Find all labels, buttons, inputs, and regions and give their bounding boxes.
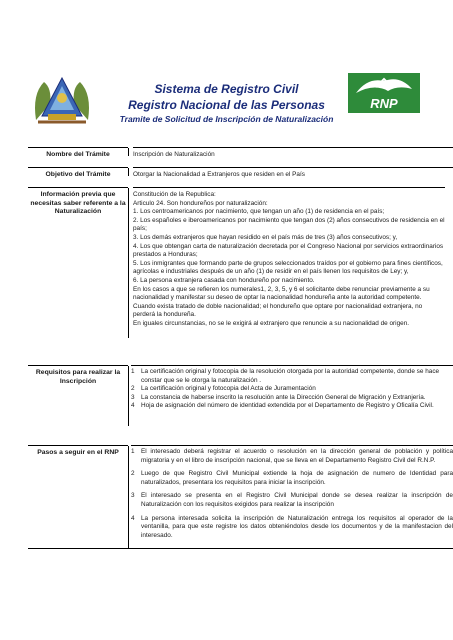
label-informacion-previa: Información previa que necesitas saber referente a la Naturalización — [28, 187, 128, 217]
column-divider — [128, 188, 129, 338]
info-line: 3. Los demás extranjeros que hayan residido en el país más de tres (3) años consecutivos; y, — [133, 233, 398, 241]
paso-item: 4 La persona interesada solicita la inscripción de Naturalización entrega los requisitos al operador de la ventanilla, para que este registre los datos obteniéndolos desde los documentos y de la manifestacion del interesado. — [131, 514, 453, 539]
svg-text:RNP: RNP — [370, 96, 398, 111]
info-line: 5. Los inmigrantes que formando parte de grupos seleccionados traídos por el gobierno para fines científicos, agrícolas e industriales después de un año (1) de residir en el país llenen los requisitos de Ley; y, — [133, 259, 443, 276]
title-line-2: Registro Nacional de las Personas — [128, 98, 325, 112]
label-requisitos: Requisitos para realizar la Inscripción — [28, 365, 128, 386]
value-objetivo-tramite: Otorgar la Nacionalidad a Extranjeros que residen en el País — [133, 167, 453, 180]
value-pasos — [131, 445, 453, 540]
column-divider — [128, 148, 129, 156]
column-divider — [128, 168, 129, 176]
label-objetivo-tramite: Objetivo del Trámite — [28, 167, 128, 180]
requisito-item: 3 La constancia de haberse inscrito la resolución ante la Dirección General de Migración y Extranjería. — [131, 393, 426, 401]
info-line: 6. La persona extranjera casada con hondureño por nacimiento. — [133, 276, 315, 284]
title-line-1: Sistema de Registro Civil — [154, 82, 299, 96]
paso-item: 2 Luego de que Registro Civil Municipal extiende la hoja de asignación de numero de Identidad para naturalizados, presentara los requisitos para iniciar la inscripción. — [131, 470, 453, 486]
paso-item: 3 El interesado se presenta en el Registro Civil Municipal donde se desea realizar la inscripción de Naturalización con los requisitos exigidos para realizar la inscripción — [131, 492, 453, 508]
requisito-item: 1 La certificación original y fotocopia de la resolución otorgada por la autoridad competente, donde se hace constar que se le otorga la naturalización . — [131, 368, 440, 384]
value-requisitos — [131, 365, 453, 411]
info-line: En los casos a que se refieren los numerales1, 2, 3, 5, y 6 el solicitante debe renunciar previamente a su nacionalidad y manifestar su deseo de optar la nacionalidad hondureña ante la autoridad competente. — [133, 285, 430, 302]
label-nombre-tramite: Nombre del Trámite — [28, 147, 128, 160]
info-line: Constitución de la Republica: — [133, 191, 216, 198]
requisito-item: 2 La certificación original y fotocopia del Acta de Juramentación — [131, 385, 316, 393]
rnp-logo-icon — [348, 73, 420, 113]
paso-item: 1 El interesado deberá registrar el acuerdo o resolución en la dirección general de población y política migratoria y en el libro de inscripción nacional, que se lleva en el Departamento Registro Civil del R.N.P. — [131, 448, 453, 464]
column-divider — [128, 446, 129, 548]
value-informacion-previa — [133, 187, 445, 329]
value-nombre-tramite: Inscripción de Naturalización — [133, 147, 453, 160]
column-divider — [128, 366, 129, 426]
info-line: 2. Los españoles e iberoamericanos por nacimiento que tengan dos (2) años consecutivos de residencia en el país; — [133, 216, 445, 233]
info-line: 4. Los que obtengan carta de naturalización decretada por el Congreso Nacional por servicios extraordinarios prestados a Honduras; — [133, 242, 444, 259]
requisito-item: 4 Hoja de asignación del número de identidad extendida por el Departamento de Registro y Oficalía Civil. — [131, 402, 434, 410]
subtitle: Tramite de Solicitud de Inscripción de Naturalización — [119, 114, 334, 124]
row-separator — [28, 548, 453, 549]
info-line: 1. Los centroamericanos por nacimiento, que tengan un año (1) de residencia en el país; — [133, 208, 385, 216]
info-line: Articulo 24. Son hondureños por naturalización: — [133, 199, 268, 207]
label-pasos: Pasos a seguir en el RNP — [28, 445, 128, 458]
info-line: Cuando exista tratado de doble nacionalidad; el hondureño que optare por nacionalidad extranjera, no perderá la hondureña. — [133, 302, 423, 319]
document-header — [0, 0, 453, 125]
info-line: En iguales circunstancias, no se le exigirá al extranjero que renuncie a su nacionalidad de origen. — [133, 319, 410, 327]
